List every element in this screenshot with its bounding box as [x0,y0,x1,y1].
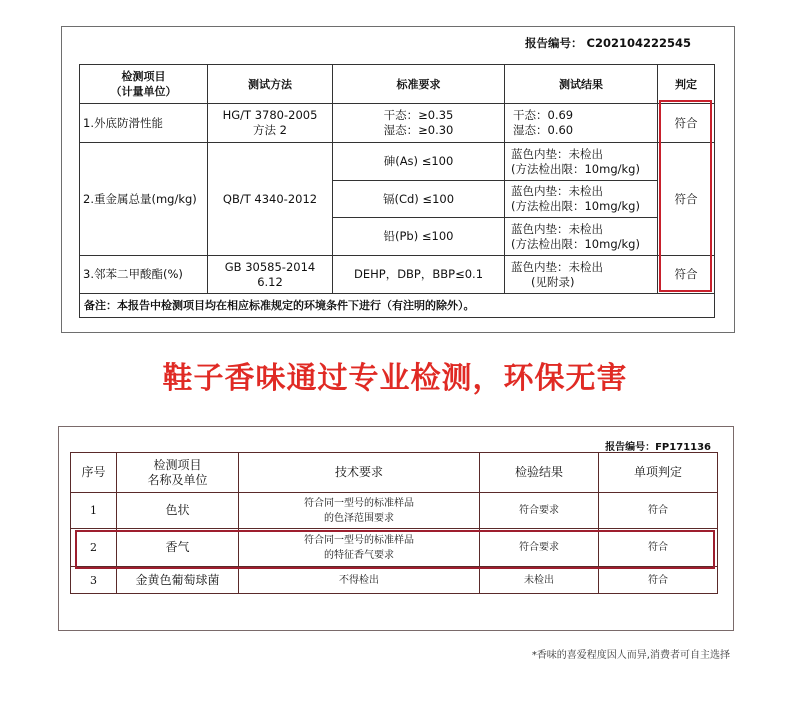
no-cell: 3 [71,567,117,594]
requirement-cell: 不得检出 [239,567,480,594]
no-cell: 1 [71,493,117,529]
standard-cell: 砷(As) ≤100 [333,143,505,181]
result-cell: 蓝色内垫：未检出 (见附录) [505,256,658,294]
header-verdict: 判定 [658,65,715,104]
item-cell: 1.外底防滑性能 [80,104,208,143]
result-cell: 蓝色内垫：未检出 (方法检出限：10mg/kg) [505,181,658,218]
table-row [80,143,715,181]
item-cell: 3.邻苯二甲酸酯(%) [80,256,208,294]
headline: 鞋子香味通过专业检测，环保无害 [162,361,628,396]
standard-cell: 干态：≥0.35 湿态：≥0.30 [333,104,505,143]
header-result: 测试结果 [505,65,658,104]
verdict-cell: 符合 [599,529,718,567]
name-cell: 香气 [117,529,239,567]
standard-cell: 铅(Pb) ≤100 [333,218,505,256]
table-row [71,567,718,594]
note-text: 备注：本报告中检测项目均在相应标准规定的环境条件下进行（有注明的除外）。 [80,294,715,318]
table-header-row [80,65,715,104]
verdict-cell: 符合 [658,143,715,256]
test-report-card-1 [61,26,735,333]
standard-cell: 镉(Cd) ≤100 [333,181,505,218]
table-row [71,493,718,529]
item-cell: 2.重金属总量(mg/kg) [80,143,208,256]
name-cell: 金黄色葡萄球菌 [117,567,239,594]
verdict-cell: 符合 [658,256,715,294]
header-item: 检测项目 名称及单位 [117,453,239,493]
report-number: 报告编号： C202104222545 [525,36,691,50]
header-method: 测试方法 [208,65,333,104]
result-cell: 蓝色内垫：未检出 (方法检出限：10mg/kg) [505,143,658,181]
result-cell: 符合要求 [480,493,599,529]
method-cell: HG/T 3780-2005 方法 2 [208,104,333,143]
table-row [80,104,715,143]
footnote: *香味的喜爱程度因人而异,消费者可自主选择 [531,650,730,661]
name-cell: 色状 [117,493,239,529]
result-cell: 未检出 [480,567,599,594]
header-no: 序号 [71,453,117,493]
verdict-cell: 符合 [599,567,718,594]
requirement-cell: 符合同一型号的标准样品 的色泽范围要求 [239,493,480,529]
table-header-row [71,453,718,493]
no-cell: 2 [71,529,117,567]
requirement-cell: 符合同一型号的标准样品 的特征香气要求 [239,529,480,567]
result-cell: 符合要求 [480,529,599,567]
result-cell: 干态：0.69 湿态：0.60 [505,104,658,143]
verdict-cell: 符合 [658,104,715,143]
header-requirement: 技术要求 [239,453,480,493]
report-number: 报告编号：FP171136 [605,442,711,453]
header-result: 检验结果 [480,453,599,493]
table-row [80,256,715,294]
result-cell: 蓝色内垫：未检出 (方法检出限：10mg/kg) [505,218,658,256]
header-verdict: 单项判定 [599,453,718,493]
standard-cell: DEHP，DBP，BBP≤0.1 [333,256,505,294]
header-standard: 标准要求 [333,65,505,104]
test-report-card-2 [58,426,734,631]
note-row [80,294,715,318]
method-cell: GB 30585-2014 6.12 [208,256,333,294]
method-cell: QB/T 4340-2012 [208,143,333,256]
verdict-cell: 符合 [599,493,718,529]
test-report-table-2 [70,452,718,594]
test-report-table-1 [79,64,715,318]
table-row [71,529,718,567]
header-item: 检测项目 （计量单位） [80,65,208,104]
